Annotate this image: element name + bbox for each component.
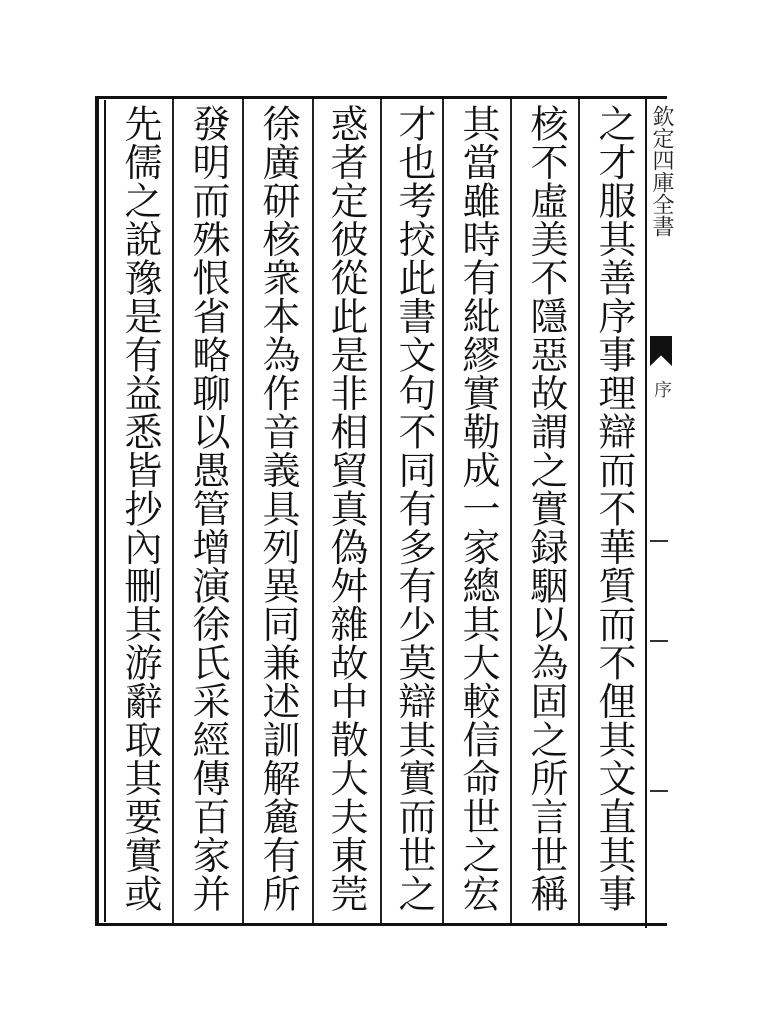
margin-tick: [650, 540, 668, 542]
column-rule: [242, 99, 244, 923]
margin-tick: [650, 790, 668, 792]
text-column-1: 之才服其善序事理辯而不華質而不俚其文直其事: [592, 104, 636, 913]
margin-book-title: 欽定四庫全書: [649, 105, 674, 237]
text-column-7: 發明而殊恨省略聊以愚管增演徐氏采經傳百家并: [186, 104, 230, 913]
margin-section-label: 序: [651, 380, 672, 398]
text-column-2: 核不虛美不隱惡故謂之實録駰以為固之所言世稱: [524, 104, 568, 913]
frame-inner-border: [104, 100, 106, 922]
text-column-3: 其當雖時有紕繆實勒成一家總其大較信命世之宏: [456, 104, 500, 913]
column-rule: [578, 99, 580, 923]
margin-tick: [650, 640, 668, 642]
text-column-6: 徐廣研核衆本為作音義具列異同兼述訓解麄有所: [256, 104, 300, 913]
text-column-8: 先儒之說豫是有益悉皆抄內刪其游辭取其要實或: [118, 104, 162, 913]
text-column-4: 才也考挍此書文句不同有多有少莫辯其實而世之: [392, 104, 436, 913]
text-column-5: 惑者定彼從此是非相貿真偽舛雜故中散大夫東莞: [324, 104, 368, 913]
column-rule: [510, 99, 512, 923]
column-rule: [172, 99, 174, 923]
